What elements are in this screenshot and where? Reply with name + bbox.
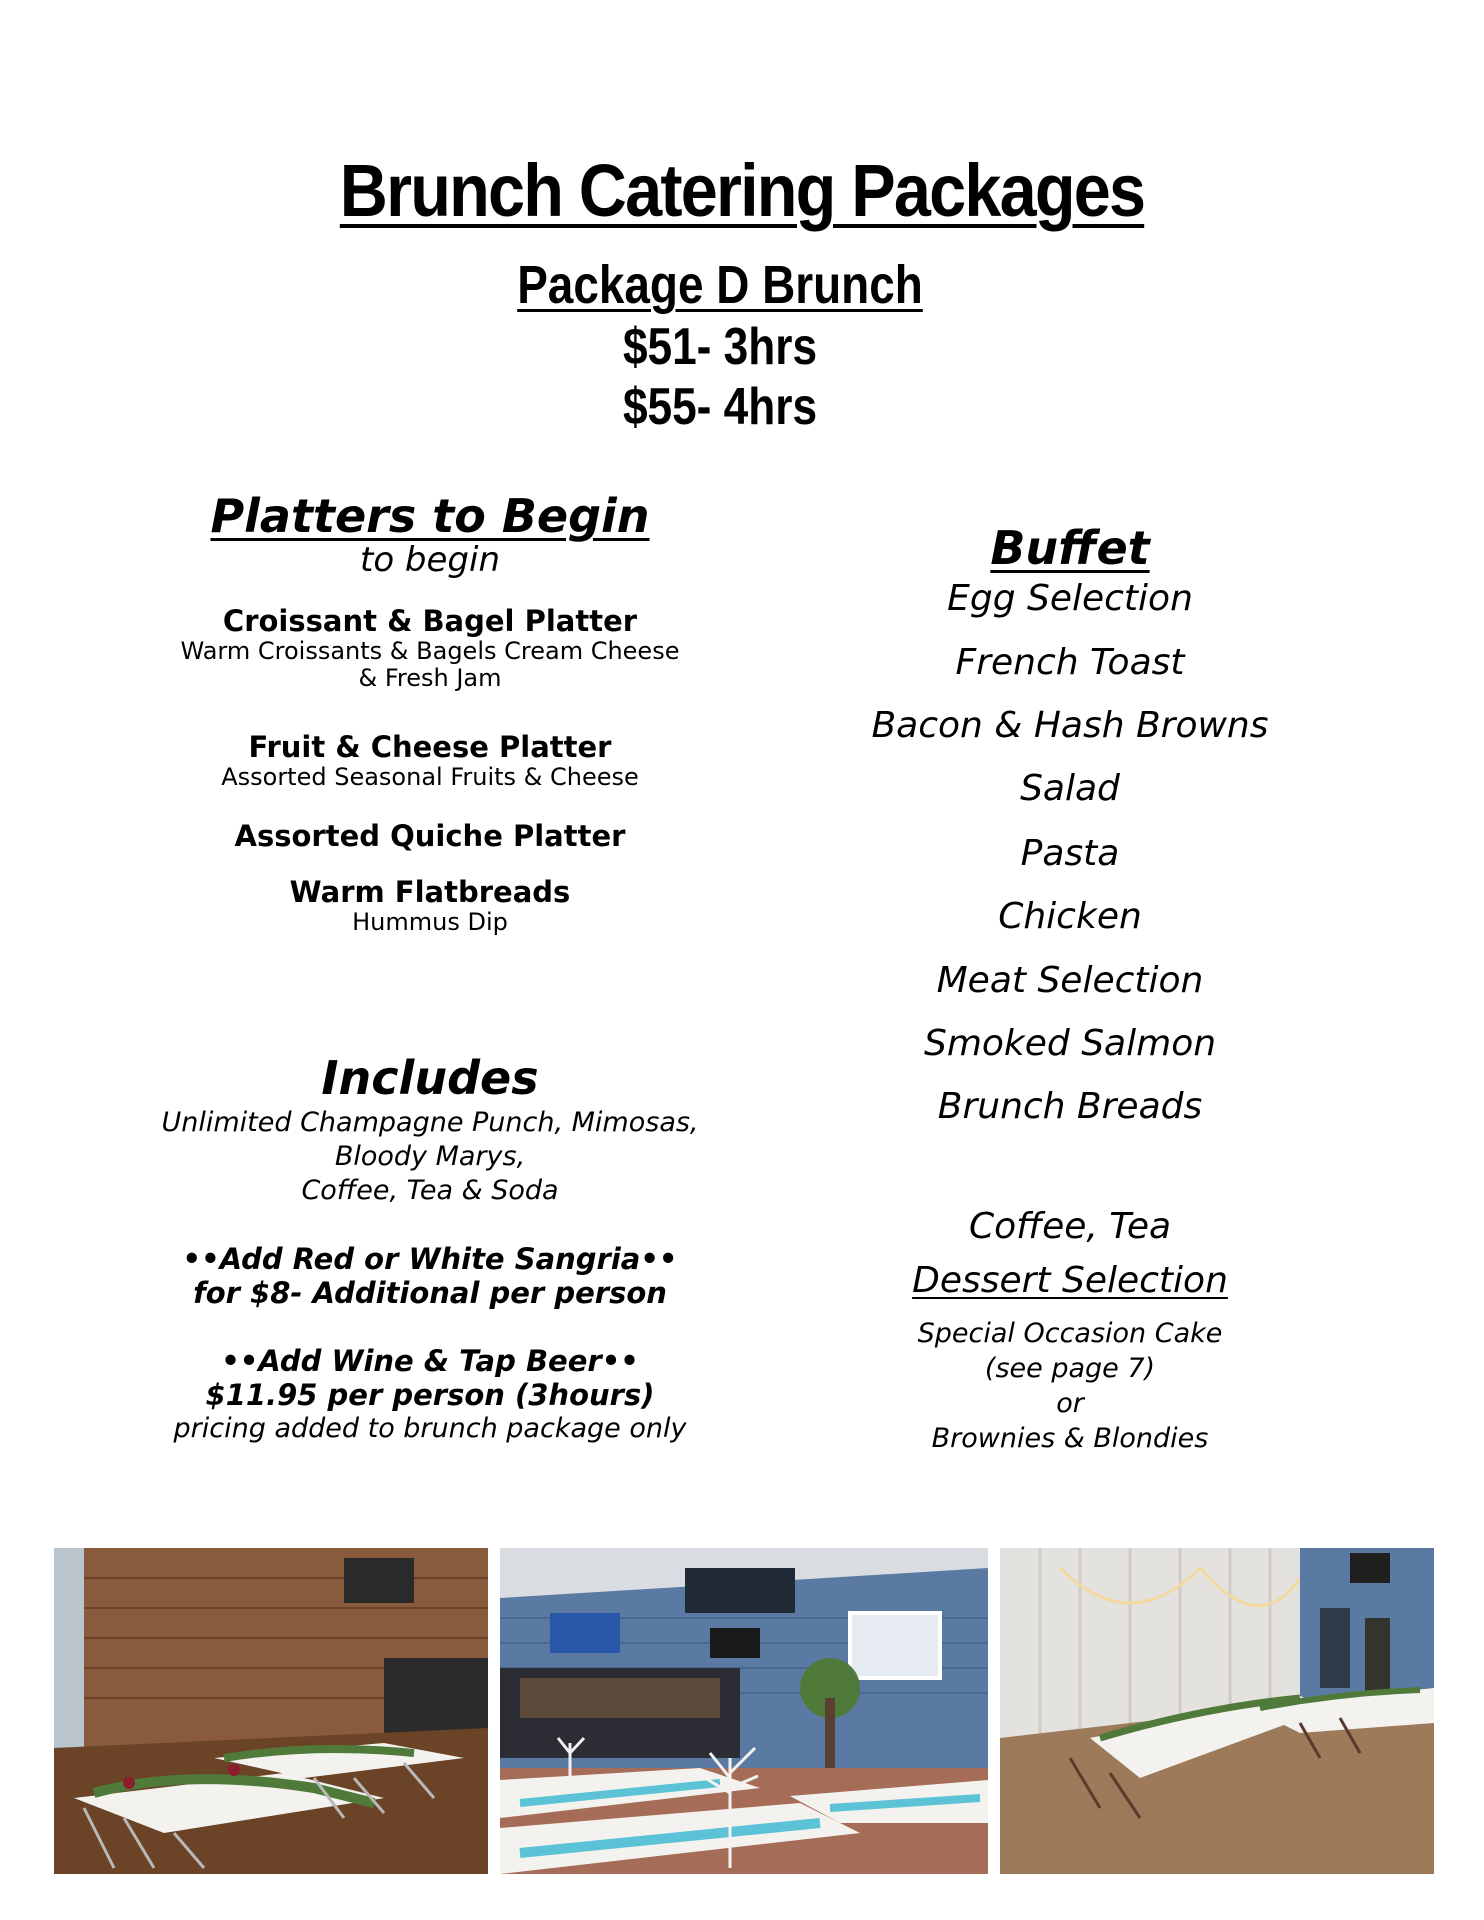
- includes-line: Bloody Marys,: [334, 1141, 526, 1172]
- includes-line: Coffee, Tea & Soda: [301, 1175, 559, 1206]
- platter-item: [110, 604, 750, 692]
- buffet-item: Salad: [1020, 768, 1120, 809]
- sangria-addon: [110, 1242, 750, 1310]
- dessert-line: or: [1056, 1388, 1084, 1419]
- dessert-line: Brownies & Blondies: [931, 1423, 1209, 1454]
- dessert-list: [760, 1316, 1380, 1456]
- venue-photo-wood-room: [54, 1548, 488, 1874]
- platter-desc: Warm Croissants & Bagels Cream Cheese: [180, 637, 680, 665]
- platter-desc: & Fresh Jam: [358, 664, 502, 692]
- coffee-tea: Coffee, Tea: [968, 1206, 1172, 1247]
- dessert-line: Special Occasion Cake: [917, 1318, 1223, 1349]
- addon-line: ••Add Red or White Sangria••: [182, 1242, 678, 1276]
- venue-photo-draped-hall: [1000, 1548, 1434, 1874]
- buffet-item: French Toast: [955, 642, 1185, 683]
- buffet-item: Meat Selection: [936, 960, 1204, 1001]
- platter-desc: Hummus Dip: [352, 908, 508, 936]
- addon-line: for $8- Additional per person: [193, 1276, 667, 1310]
- package-name: Package D Brunch: [517, 255, 923, 315]
- platter-title: Fruit & Cheese Platter: [248, 730, 612, 764]
- platter-title: Croissant & Bagel Platter: [222, 604, 638, 638]
- platters-subheading: to begin: [359, 540, 501, 580]
- page-title: Brunch Catering Packages: [339, 149, 1145, 232]
- buffet-item: Smoked Salmon: [923, 1023, 1217, 1064]
- price-3hrs: $51- 3hrs: [622, 318, 818, 376]
- buffet-item: Chicken: [998, 896, 1142, 937]
- wine-addon: [110, 1344, 750, 1446]
- includes-line: Unlimited Champagne Punch, Mimosas,: [161, 1107, 699, 1138]
- addon-line: $11.95 per person (3hours): [205, 1378, 655, 1412]
- buffet-item: Pasta: [1020, 833, 1120, 874]
- buffet-item: Egg Selection: [947, 578, 1193, 619]
- buffet-heading: Buffet: [990, 521, 1150, 575]
- venue-photo-blue-patio: [500, 1548, 988, 1874]
- platters-section: [110, 488, 750, 936]
- platter-item: [110, 875, 750, 936]
- includes-section: [110, 1050, 750, 1446]
- platters-heading: Platters to Begin: [210, 489, 650, 543]
- price-4hrs: $55- 4hrs: [622, 378, 818, 436]
- buffet-item: Bacon & Hash Browns: [871, 705, 1269, 746]
- buffet-section: [760, 520, 1380, 1480]
- platter-item: [110, 730, 750, 791]
- platter-title: Assorted Quiche Platter: [234, 819, 626, 853]
- dessert-heading: Dessert Selection: [912, 1260, 1228, 1301]
- platter-item: [110, 819, 750, 853]
- buffet-item: Brunch Breads: [937, 1086, 1203, 1127]
- addon-line: ••Add Wine & Tap Beer••: [221, 1344, 639, 1378]
- includes-heading: Includes: [321, 1051, 539, 1105]
- platter-desc: Assorted Seasonal Fruits & Cheese: [221, 763, 639, 791]
- platter-title: Warm Flatbreads: [289, 875, 571, 909]
- addon-note: pricing added to brunch package only: [173, 1413, 687, 1444]
- dessert-line: (see page 7): [984, 1353, 1156, 1384]
